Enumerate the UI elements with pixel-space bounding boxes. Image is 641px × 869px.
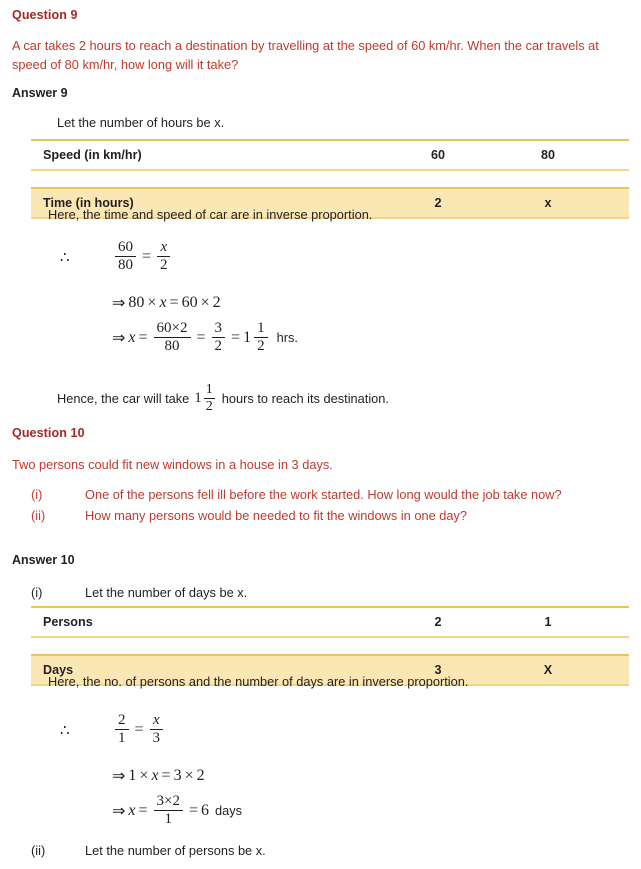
table-gap-cell — [493, 170, 603, 188]
unit-label: hrs. — [276, 330, 298, 346]
table-gap-cell — [31, 170, 383, 188]
answer-9-conclusion — [57, 383, 389, 415]
equation-10-2 — [112, 766, 205, 786]
table-cell-value-1: 2 — [383, 607, 493, 637]
table-cell-label: Speed (in km/hr) — [31, 140, 383, 170]
fraction-mixed: $\frac{1}{2}$ — [254, 321, 268, 355]
operand-b: x — [159, 294, 167, 311]
table-cell-value-1: 2 — [383, 188, 493, 218]
conclusion-after: hours to reach its destination. — [221, 391, 389, 407]
operand-d: 2 — [212, 294, 221, 311]
list-marker: (ii) — [31, 843, 46, 858]
table-cell-value-2: X — [493, 655, 603, 685]
implies-arrow: ⇒ — [112, 329, 126, 347]
table-cell-spacer — [603, 655, 629, 685]
fraction-right: $\frac{x}{3}$ — [150, 713, 164, 747]
equation-9-3 — [112, 321, 298, 355]
fraction-left: $\frac{60}{80}$ — [115, 240, 136, 274]
operand-a: 80 — [128, 294, 145, 311]
list-item — [31, 840, 631, 861]
therefore-symbol-2: ∴ — [60, 723, 70, 739]
equals-sign-1: = — [138, 801, 148, 819]
list-item — [31, 582, 631, 603]
fraction-right: $\frac{x}{2}$ — [157, 240, 171, 274]
equals-sign: = — [134, 720, 144, 738]
table-gap-row — [31, 170, 629, 188]
table-cell-value-2: 80 — [493, 140, 603, 170]
variable-x: x — [128, 801, 136, 819]
table-cell-spacer — [603, 140, 629, 170]
list-marker: (i) — [31, 585, 43, 600]
table-gap-cell — [603, 637, 629, 655]
equals-sign: = — [169, 294, 179, 311]
list-marker: (i) — [31, 487, 43, 502]
table-cell-value-2: x — [493, 188, 603, 218]
fraction-left: $\frac{2}{1}$ — [115, 713, 129, 747]
table-cell-spacer — [603, 188, 629, 218]
table-gap-cell — [493, 637, 603, 655]
operand-c: 60 — [181, 294, 198, 311]
conclusion-before: Hence, the car will take — [57, 391, 190, 407]
equals-sign: = — [161, 767, 171, 784]
equals-sign-1: = — [138, 328, 148, 346]
table-gap-row — [31, 637, 629, 655]
operand-d: 2 — [196, 767, 205, 784]
answer-10-heading: Answer 10 — [12, 553, 75, 567]
times-sign: × — [147, 294, 157, 311]
equation-9-2 — [112, 293, 221, 313]
equation-9-1 — [112, 238, 174, 274]
times-sign-2: × — [200, 294, 210, 311]
list-text: Let the number of days be x. — [85, 585, 248, 600]
answer-9-note: Here, the time and speed of car are in inverse proportion. — [48, 207, 373, 222]
therefore-symbol-1: ∴ — [60, 250, 70, 266]
question-9-body: A car takes 2 hours to reach a destination by travelling at the speed of 60 km/hr. When the car travels at speed of 80 km/hr, how long will it take? — [12, 38, 599, 72]
table-cell-value-1: 3 — [383, 655, 493, 685]
list-text: Let the number of persons be x. — [85, 843, 266, 858]
operand-a: 1 — [128, 767, 137, 784]
table-cell-label: Persons — [31, 607, 383, 637]
fraction-result: $\frac{3\times 2}{1}$ — [154, 794, 183, 828]
table-cell-value-1: 60 — [383, 140, 493, 170]
equation-10-3 — [112, 794, 242, 828]
table-row — [31, 607, 629, 637]
table-gap-cell — [383, 637, 493, 655]
table-row — [31, 140, 629, 170]
table-gap-cell — [31, 637, 383, 655]
question-10-body: Two persons could fit new windows in a house in 3 days. — [12, 457, 333, 472]
list-text: How many persons would be needed to fit the windows in one day? — [85, 508, 468, 523]
table-gap-cell — [603, 170, 629, 188]
equals-sign-3: = — [231, 328, 241, 346]
whole-number: 1 — [243, 328, 252, 346]
result-value: 6 — [201, 801, 210, 819]
answer-10-part-i — [31, 582, 631, 603]
question-10-list — [31, 484, 631, 526]
answer-9-intro: Let the number of hours be x. — [57, 115, 225, 130]
list-marker: (ii) — [31, 508, 46, 523]
question-10-heading: Question 10 — [12, 426, 85, 440]
answer-9-heading: Answer 9 — [12, 86, 68, 100]
conclusion-fraction: $\frac{1}{2}$ — [205, 382, 213, 415]
table-cell-label: Time (in hours) — [31, 188, 383, 218]
fraction-simplified: $\frac{3}{2}$ — [212, 321, 226, 355]
equals-sign-2: = — [196, 328, 206, 346]
fraction-result: $\frac{60\times 2}{80}$ — [154, 321, 191, 355]
list-text: One of the persons fell ill before the work started. How long would the job take now? — [85, 487, 562, 502]
unit-label: days — [215, 803, 243, 819]
times-sign: × — [139, 767, 149, 784]
times-sign-2: × — [184, 767, 194, 784]
equation-10-1 — [112, 711, 166, 747]
table-gap-cell — [383, 170, 493, 188]
question-9-heading: Question 9 — [12, 8, 78, 22]
variable-x: x — [128, 328, 136, 346]
implies-arrow: ⇒ — [112, 295, 126, 312]
answer-10-part-ii — [31, 840, 631, 861]
list-item — [31, 505, 631, 526]
operand-b: x — [151, 767, 159, 784]
table-cell-value-2: 1 — [493, 607, 603, 637]
answer-10-note: Here, the no. of persons and the number of days are in inverse proportion. — [48, 674, 469, 689]
equals-sign-2: = — [189, 801, 199, 819]
operand-c: 3 — [173, 767, 182, 784]
equals-sign: = — [142, 247, 152, 265]
table-cell-spacer — [603, 607, 629, 637]
conclusion-whole: 1 — [194, 390, 202, 407]
table-cell-label: Days — [31, 655, 383, 685]
implies-arrow: ⇒ — [112, 802, 126, 820]
list-item — [31, 484, 631, 505]
implies-arrow: ⇒ — [112, 768, 126, 785]
